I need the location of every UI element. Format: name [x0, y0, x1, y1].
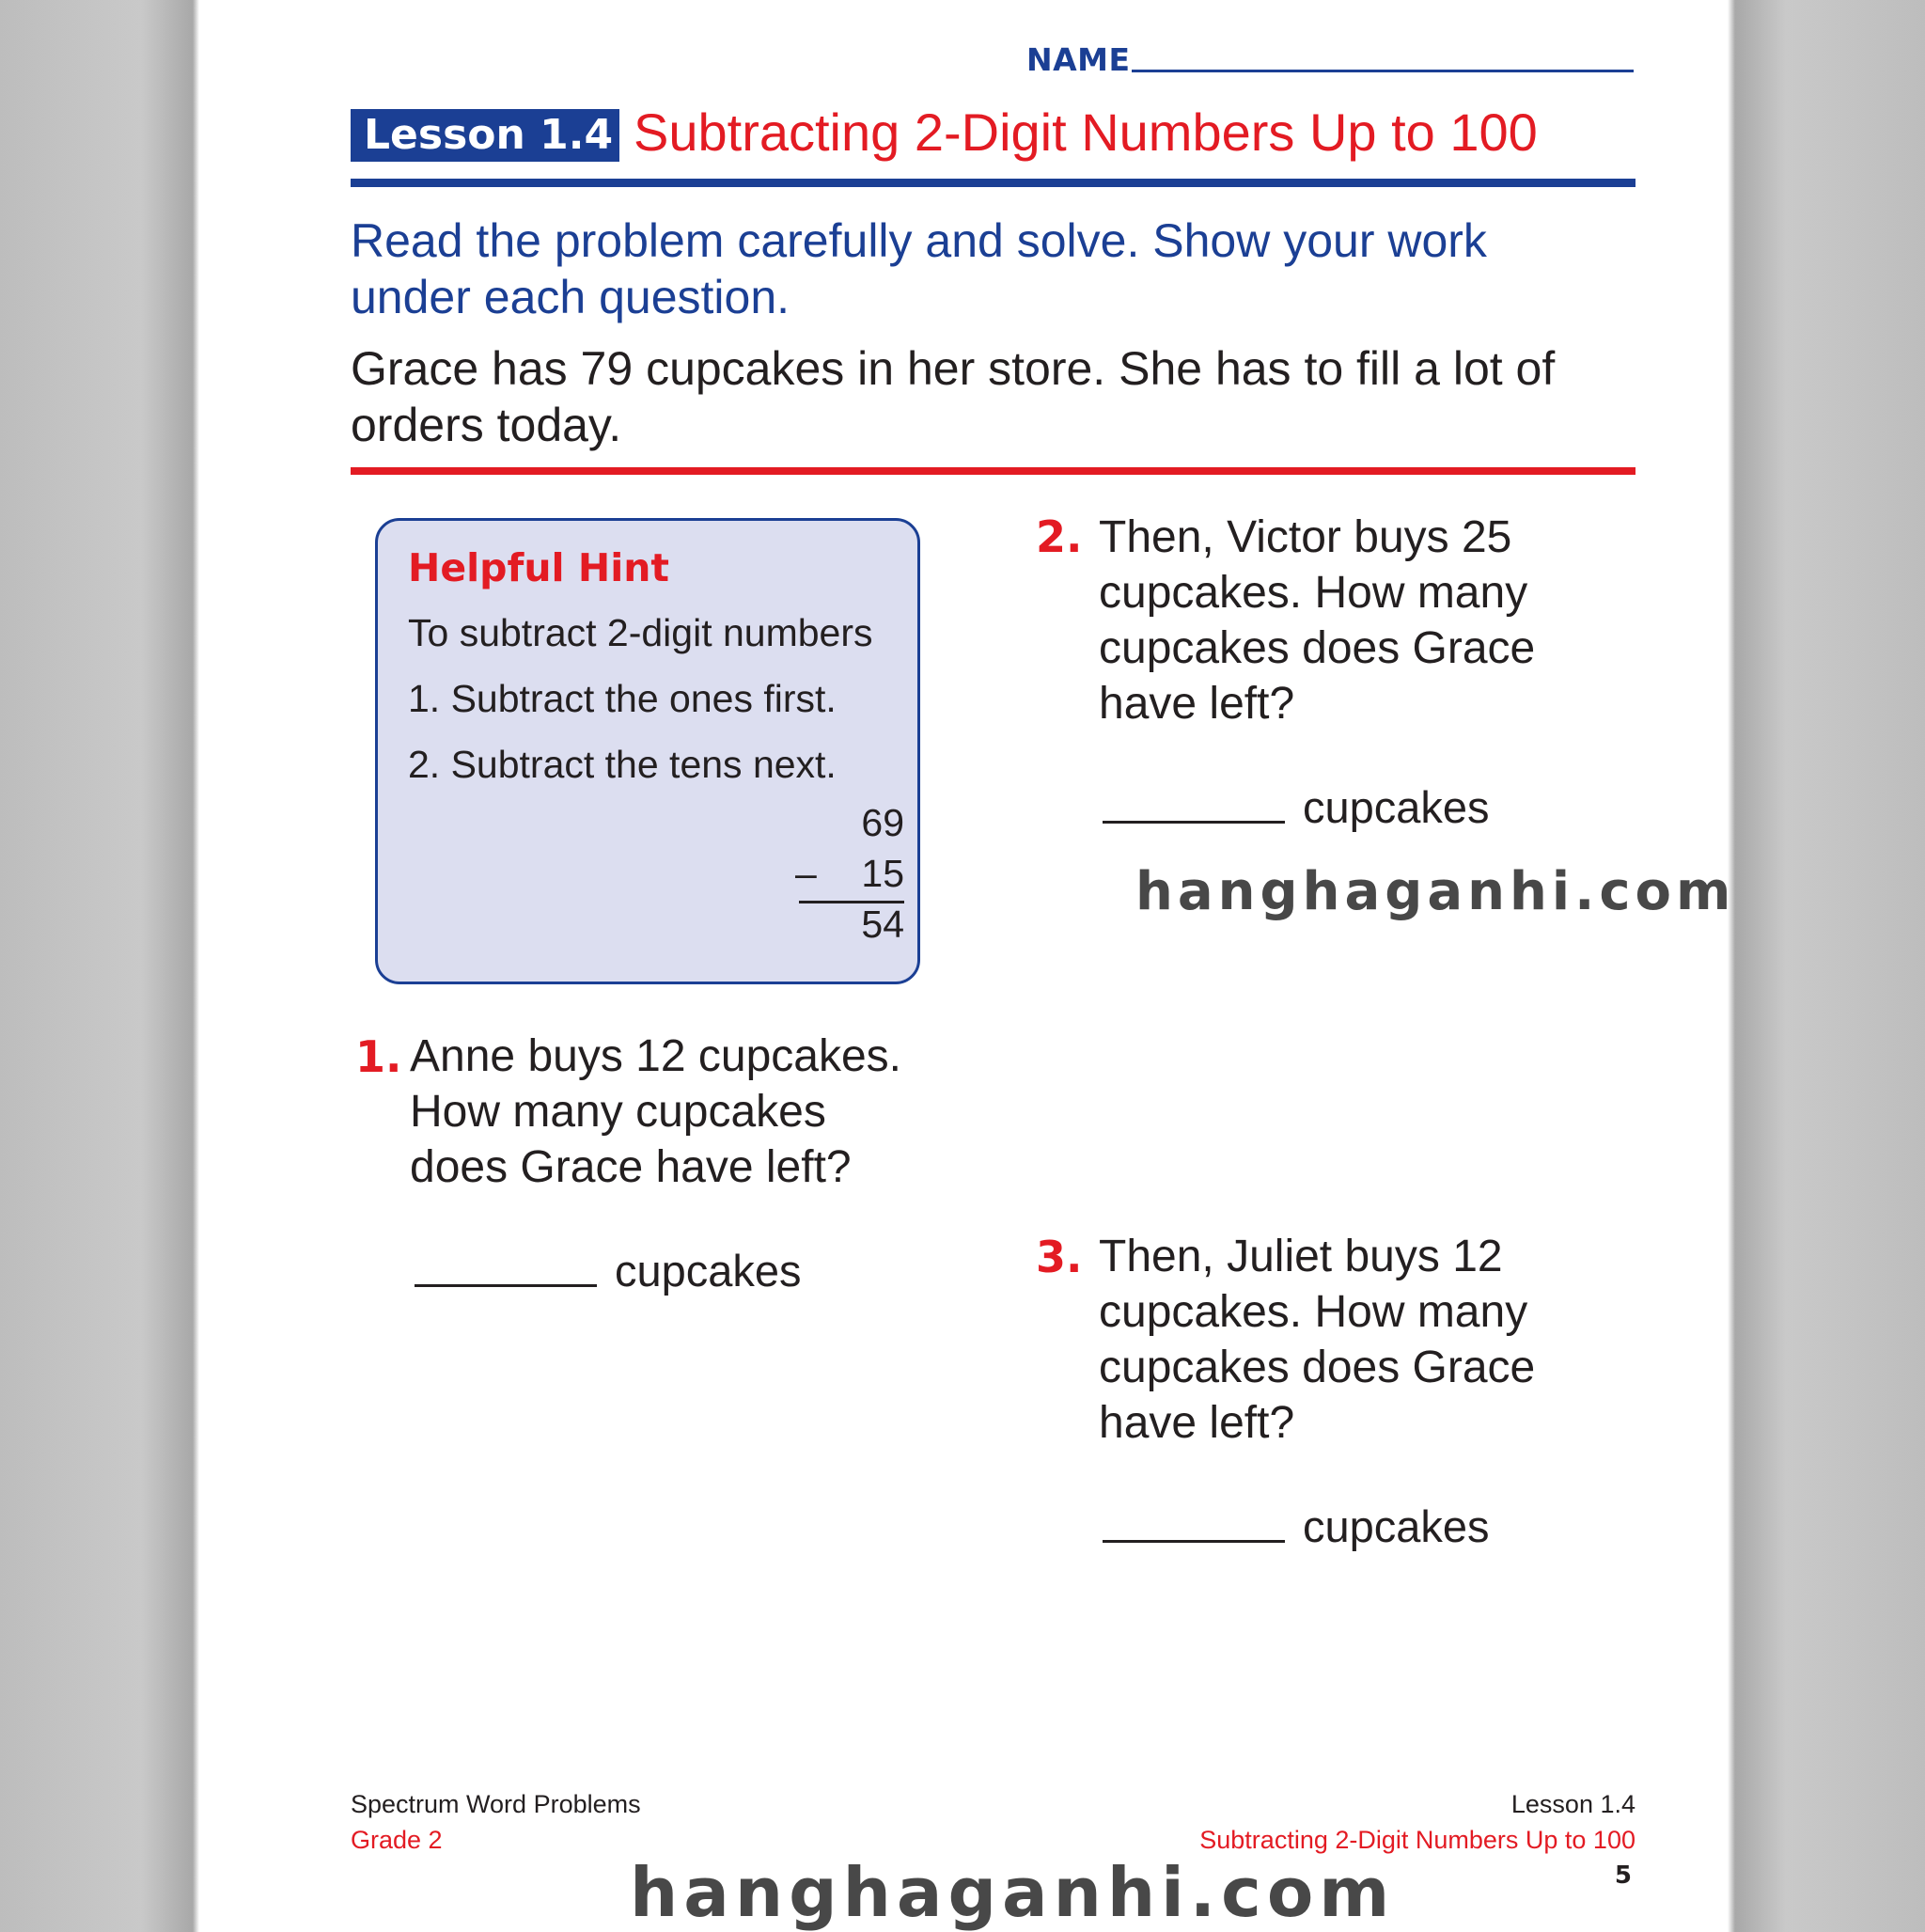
worksheet-page	[199, 0, 1728, 1925]
header-divider	[351, 179, 1635, 187]
question-3-number: 3.	[1036, 1232, 1083, 1282]
name-line	[1132, 70, 1634, 72]
question-2-unit: cupcakes	[1303, 782, 1490, 832]
question-3-unit: cupcakes	[1303, 1501, 1490, 1551]
footer-book-title: Spectrum Word Problems	[351, 1790, 641, 1818]
watermark-lower: hanghaganhi.com	[630, 1853, 1396, 1932]
question-1-answer-blank[interactable]	[415, 1284, 597, 1287]
example-minus-sign: –	[795, 852, 817, 895]
question-1-number: 1.	[355, 1031, 402, 1082]
question-2-answer-blank[interactable]	[1103, 821, 1285, 824]
question-3-answer-blank[interactable]	[1103, 1540, 1285, 1543]
page-number: 5	[1614, 1861, 1632, 1890]
question-3-text: Then, Juliet buys 12 cupcakes. How many cupcakes does Grace have left?	[1099, 1232, 1536, 1448]
question-1-unit: cupcakes	[615, 1246, 802, 1296]
question-2-text: Then, Victor buys 25 cupcakes. How many cupcakes does Grace have left?	[1099, 512, 1536, 729]
footer-grade: Grade 2	[351, 1826, 443, 1854]
example-subtrahend: 15	[861, 852, 904, 895]
instructions: Read the problem carefully and solve. Show your work under each question.	[351, 214, 1487, 323]
hint-step-1: 1. Subtract the ones first.	[408, 677, 837, 720]
question-2-number: 2.	[1036, 511, 1083, 562]
hint-step-2: 2. Subtract the tens next.	[408, 743, 837, 786]
example-minuend: 69	[861, 801, 904, 844]
lesson-badge: Lesson 1.4	[351, 109, 619, 162]
hint-intro: To subtract 2-digit numbers	[408, 611, 873, 654]
example-result: 54	[861, 903, 904, 946]
lesson-title: Subtracting 2-Digit Numbers Up to 100	[634, 102, 1538, 162]
name-label: NAME	[1026, 41, 1131, 78]
watermark-upper: hanghaganhi.com	[1135, 861, 1736, 922]
hint-title: Helpful Hint	[408, 545, 670, 590]
footer-lesson-title: Subtracting 2-Digit Numbers Up to 100	[1199, 1826, 1635, 1854]
problem-intro: Grace has 79 cupcakes in her store. She has to fill a lot of orders today.	[351, 342, 1556, 451]
question-1-text: Anne buys 12 cupcakes. How many cupcakes does Grace have left?	[410, 1031, 902, 1192]
footer-lesson: Lesson 1.4	[1510, 1790, 1635, 1818]
intro-divider	[351, 467, 1635, 475]
